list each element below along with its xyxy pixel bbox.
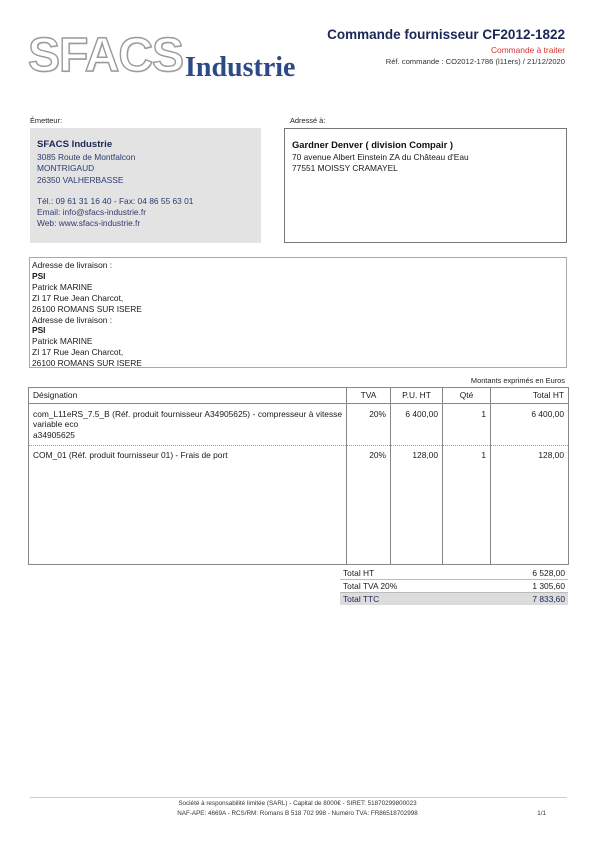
total-ht-label: Total HT	[340, 567, 479, 580]
total-ht-row	[340, 567, 568, 580]
column-header-unit-price: P.U. HT	[391, 388, 443, 404]
delivery-company: PSI	[32, 270, 46, 281]
cell-unit-price: 6 400,00	[391, 403, 443, 445]
currency-note: Montants exprimés en Euros	[470, 376, 565, 385]
emitter-name: SFACS Industrie	[37, 139, 113, 150]
spacer	[37, 186, 261, 196]
delivery-label: Adresse de livraison :	[32, 260, 113, 270]
addressee-panel	[284, 128, 567, 243]
emitter-website: Web: www.sfacs-industrie.fr	[37, 218, 141, 229]
delivery-label: Adresse de livraison :	[32, 314, 113, 325]
column-header-tva: TVA	[347, 388, 391, 404]
cell-unit-price: 128,00	[391, 445, 443, 564]
delivery-company: PSI	[32, 325, 46, 336]
cell-total-ht: 6 400,00	[491, 403, 569, 445]
totals-table	[340, 567, 568, 605]
cell-designation	[29, 445, 347, 564]
delivery-contact: Patrick MARINE	[32, 281, 93, 292]
delivery-address-panel	[29, 257, 567, 368]
total-ttc-value: 7 833,60	[479, 593, 568, 606]
delivery-contact: Patrick MARINE	[32, 336, 93, 347]
addressee-address-line: 70 avenue Albert Einstein ZA du Château d'Eau	[292, 152, 469, 162]
designation-ref: a34905625	[33, 429, 75, 440]
table-header-row	[29, 388, 569, 404]
addressee-label: Adressé à:	[290, 116, 326, 125]
logo-wordmark: SFACS	[28, 29, 184, 82]
logo-subtitle: Industrie	[185, 52, 296, 83]
footer-legal-line: NAF-APE: 4669A - RCS/RM: Romans B 518 702 998 - Numéro TVA: FR86518702998	[177, 810, 418, 817]
company-logo	[28, 29, 313, 83]
emitter-address-line: MONTRIGAUD	[37, 163, 95, 174]
total-tva-row	[340, 580, 568, 593]
emitter-address-line: 26350 VALHERBASSE	[37, 174, 124, 185]
addressee-address-line: 77551 MOISSY CRAMAYEL	[292, 163, 398, 173]
emitter-email: Email: info@sfacs-industrie.fr	[37, 207, 147, 218]
order-reference: Réf. commande : CO2012-1786 (l11ers) / 21/12/2020	[385, 57, 565, 66]
total-ttc-row	[340, 593, 568, 606]
cell-tva: 20%	[347, 445, 391, 564]
cell-total-ht: 128,00	[491, 445, 569, 564]
total-ttc-label: Total TTC	[340, 593, 479, 606]
cell-quantity: 1	[443, 445, 491, 564]
footer-divider	[30, 797, 567, 798]
emitter-label: Émetteur:	[30, 116, 63, 125]
page-number: 1/1	[537, 810, 546, 817]
addressee-name: Gardner Denver ( division Compair )	[292, 139, 453, 150]
delivery-city: 26100 ROMANS SUR ISERE	[32, 358, 142, 369]
column-header-total-ht: Total HT	[491, 388, 569, 404]
designation-text: com_L11eRS_7.5_B (Réf. produit fournisseur A34905625) - compresseur à vitesse variable eco	[33, 408, 342, 429]
total-tva-value: 1 305,60	[479, 580, 568, 593]
emitter-address-line: 3085 Route de Montfalcon	[37, 152, 136, 162]
column-header-designation: Désignation	[29, 388, 347, 404]
table-row	[29, 403, 569, 445]
emitter-phone-fax: Tél.: 09 61 31 16 40 - Fax: 04 86 55 63 01	[37, 195, 194, 206]
document-title: Commande fournisseur CF2012-1822	[327, 27, 565, 42]
order-lines-table	[28, 387, 569, 565]
table-row	[29, 445, 569, 564]
cell-quantity: 1	[443, 403, 491, 445]
delivery-city: 26100 ROMANS SUR ISERE	[32, 303, 142, 314]
delivery-street: ZI 17 Rue Jean Charcot,	[32, 292, 124, 303]
total-ht-value: 6 528,00	[479, 567, 568, 580]
designation-text: COM_01 (Réf. produit fournisseur 01) - Frais de port	[33, 449, 228, 460]
status-text: Commande à traiter	[490, 45, 565, 55]
emitter-panel	[30, 128, 261, 243]
column-header-quantity: Qté	[443, 388, 491, 404]
footer-legal-line: Société à responsabilité limitée (SARL) - Capital de 8000€ - SIRET: 51870299800023	[178, 800, 417, 807]
cell-tva: 20%	[347, 403, 391, 445]
total-tva-label: Total TVA 20%	[340, 580, 479, 593]
delivery-street: ZI 17 Rue Jean Charcot,	[32, 347, 124, 358]
cell-designation	[29, 403, 347, 445]
